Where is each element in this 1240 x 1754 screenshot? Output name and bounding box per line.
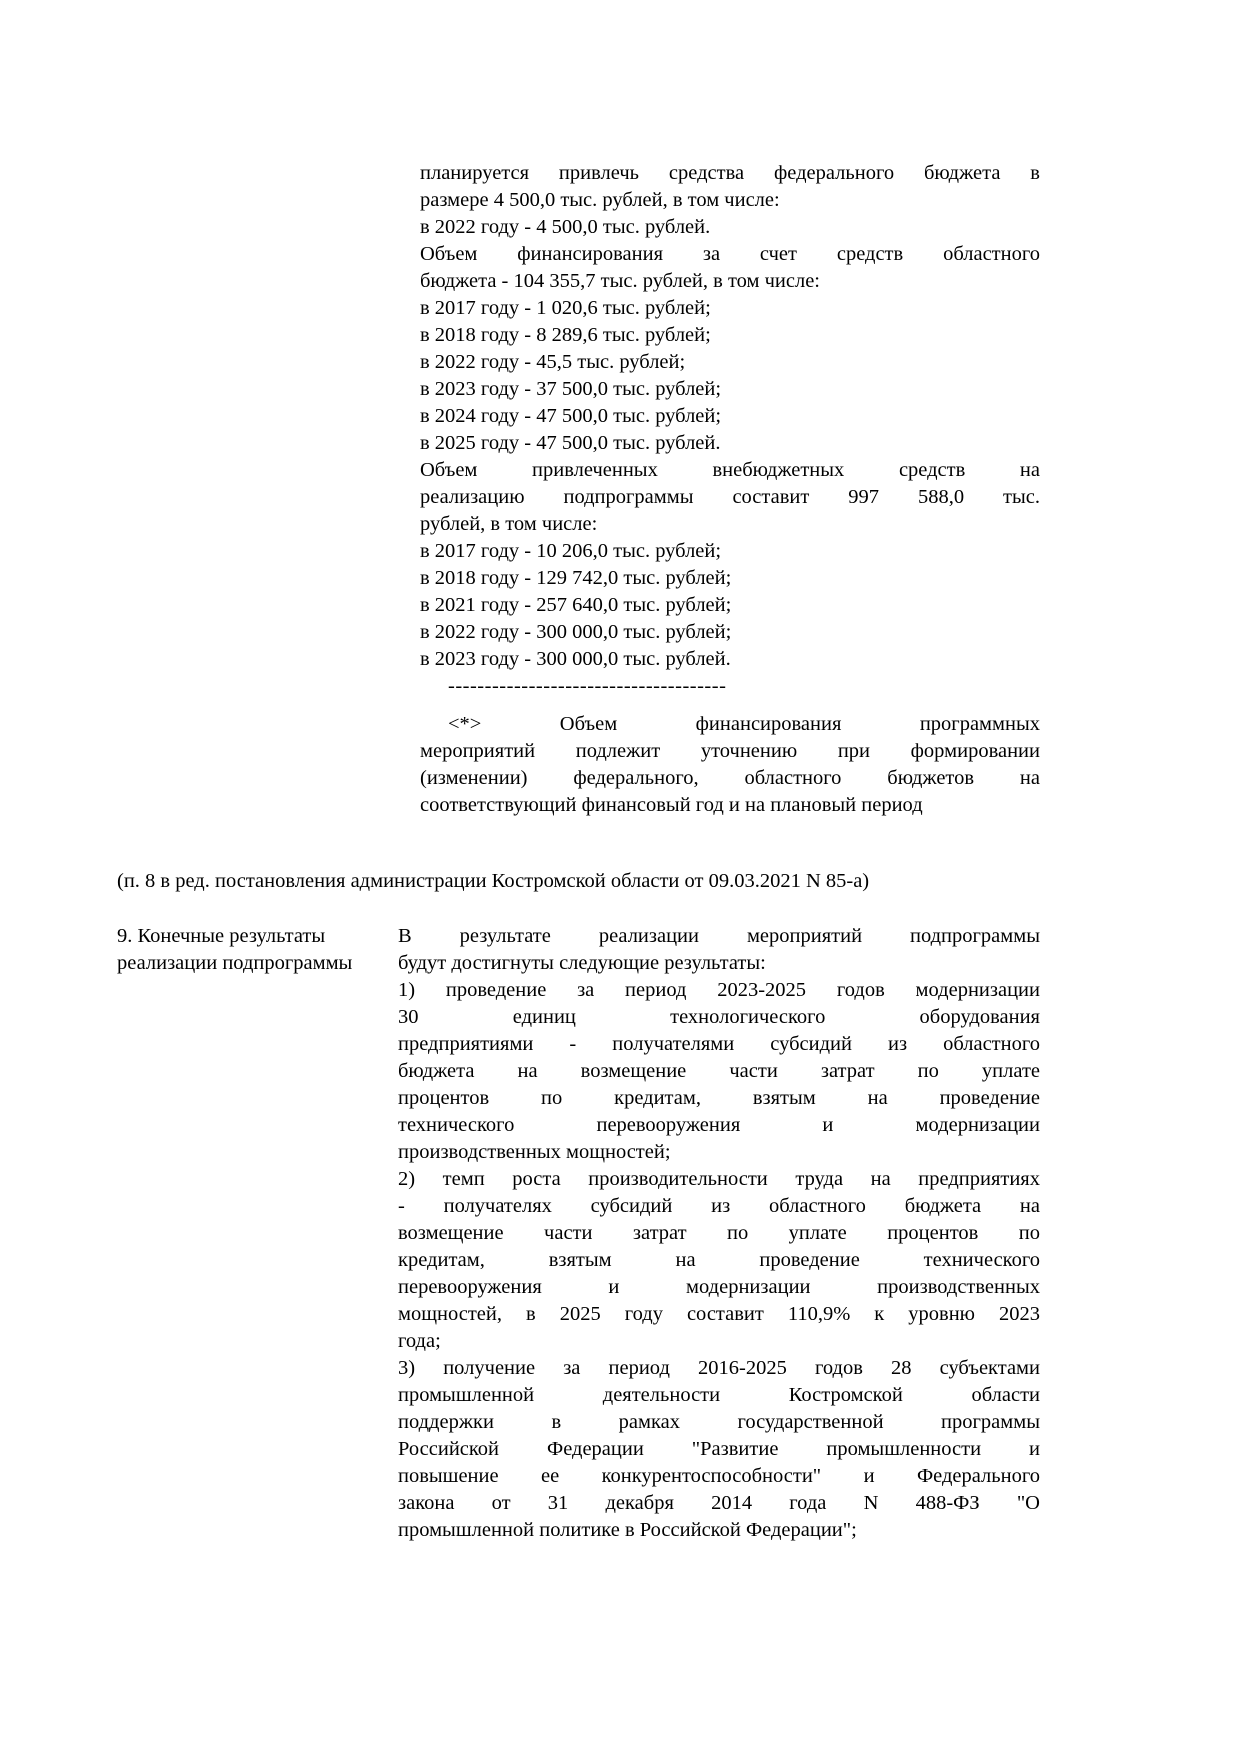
text-line: в 2021 году - 257 640,0 тыс. рублей; xyxy=(420,594,732,616)
text-line: перевооружения и модернизации производственных xyxy=(398,1276,1040,1298)
text-line: поддержки в рамках государственной программы xyxy=(398,1411,1040,1433)
text-line: 3) получение за период 2016-2025 годов 28 субъектами xyxy=(398,1357,1040,1379)
text-line: Объем финансирования за счет средств областного xyxy=(420,243,1040,265)
document-content xyxy=(117,160,1040,1544)
text-line: будут достигнуты следующие результаты: xyxy=(398,952,766,974)
text-line: в 2017 году - 10 206,0 тыс. рублей; xyxy=(420,540,722,562)
text-line: в 2018 году - 8 289,6 тыс. рублей; xyxy=(420,324,711,346)
text-line: технического перевооружения и модернизации xyxy=(398,1114,1040,1136)
text-line: 30 единиц технологического оборудования xyxy=(398,1006,1040,1028)
section-9-label: 9. Конечные результаты реализации подпрограммы xyxy=(117,925,353,974)
text-line: в 2017 году - 1 020,6 тыс. рублей; xyxy=(420,297,711,319)
footnote-line: соответствующий финансовый год и на плановый период xyxy=(420,794,923,816)
text-line: бюджета - 104 355,7 тыс. рублей, в том числе: xyxy=(420,270,821,292)
section-9-row xyxy=(117,923,1040,1544)
text-line: в 2024 году - 47 500,0 тыс. рублей; xyxy=(420,405,722,427)
text-line: в 2023 году - 300 000,0 тыс. рублей. xyxy=(420,648,731,670)
text-line: размере 4 500,0 тыс. рублей, в том числе: xyxy=(420,189,780,211)
text-line: 1) проведение за период 2023-2025 годов модернизации xyxy=(398,979,1040,1001)
text-line: повышение ее конкурентоспособности" и Федерального xyxy=(398,1465,1040,1487)
section-8-financing-block xyxy=(420,160,1040,819)
text-line: мощностей, в 2025 году составит 110,9% к уровню 2023 xyxy=(398,1303,1040,1325)
section-9-results-block xyxy=(398,923,1040,1544)
text-line: промышленной политике в Российской Федерации"; xyxy=(398,1519,857,1541)
text-line: в 2022 году - 45,5 тыс. рублей; xyxy=(420,351,686,373)
footnote-line: <*> Объем финансирования программных xyxy=(448,713,1040,735)
text-line: рублей, в том числе: xyxy=(420,513,598,535)
text-line: возмещение части затрат по уплате процентов по xyxy=(398,1222,1040,1244)
footnote-divider: -------------------------------------- xyxy=(448,675,727,697)
text-line: кредитам, взятым на проведение технического xyxy=(398,1249,1040,1271)
text-line: Объем привлеченных внебюджетных средств на xyxy=(420,459,1040,481)
text-line: в 2023 году - 37 500,0 тыс. рублей; xyxy=(420,378,722,400)
text-line: в 2025 году - 47 500,0 тыс. рублей. xyxy=(420,432,721,454)
text-line: процентов по кредитам, взятым на проведение xyxy=(398,1087,1040,1109)
text-line: - получателях субсидий из областного бюджета на xyxy=(398,1195,1040,1217)
text-line: в 2018 году - 129 742,0 тыс. рублей; xyxy=(420,567,732,589)
text-line: производственных мощностей; xyxy=(398,1141,671,1163)
text-line: реализацию подпрограммы составит 997 588,0 тыс. xyxy=(420,486,1040,508)
text-line: Российской Федерации "Развитие промышленности и xyxy=(398,1438,1040,1460)
text-line: года; xyxy=(398,1330,441,1352)
text-line: бюджета на возмещение части затрат по уплате xyxy=(398,1060,1040,1082)
text-line: планируется привлечь средства федерального бюджета в xyxy=(420,162,1040,184)
text-line: промышленной деятельности Костромской области xyxy=(398,1384,1040,1406)
footnote-line: мероприятий подлежит уточнению при формировании xyxy=(420,740,1040,762)
footnote-line: (изменении) федерального, областного бюджетов на xyxy=(420,767,1040,789)
text-line: предприятиями - получателями субсидий из областного xyxy=(398,1033,1040,1055)
text-line: в 2022 году - 4 500,0 тыс. рублей. xyxy=(420,216,711,238)
text-line: 2) темп роста производительности труда на предприятиях xyxy=(398,1168,1040,1190)
text-line: закона от 31 декабря 2014 года N 488-ФЗ "О xyxy=(398,1492,1040,1514)
text-line: в 2022 году - 300 000,0 тыс. рублей; xyxy=(420,621,732,643)
amendment-note: (п. 8 в ред. постановления администрации Костромской области от 09.03.2021 N 85-а) xyxy=(117,870,870,892)
text-line: В результате реализации мероприятий подпрограммы xyxy=(398,925,1040,947)
